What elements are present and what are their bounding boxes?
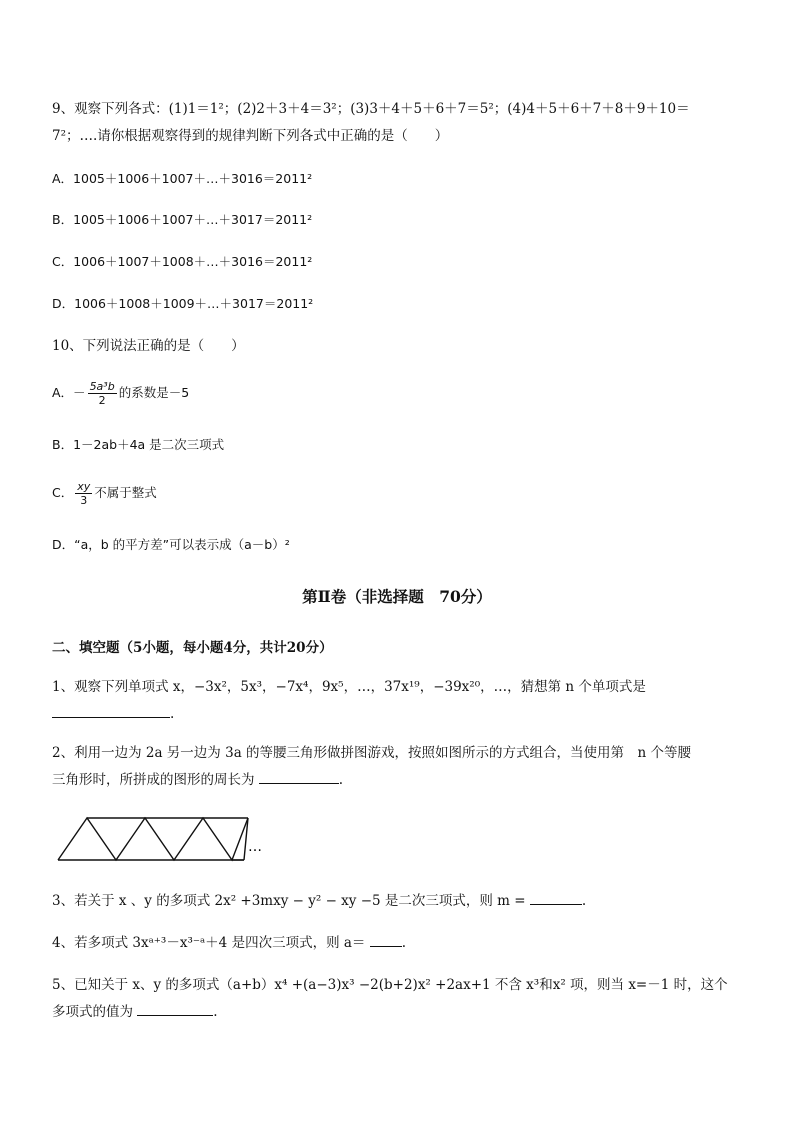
fill-q4-line — [52, 934, 406, 952]
fraction-denominator: 3 — [80, 494, 88, 507]
fill-q5-line2-text: 多项式的值为 — [52, 1004, 133, 1020]
fraction-numerator: 5a³b — [89, 380, 115, 393]
q10-option-c-suffix: 不属于整式 — [94, 485, 157, 500]
fill-q2-line2-text: 三角形时，所拼成的图形的周长为 — [52, 772, 255, 788]
answer-blank[interactable] — [137, 1003, 213, 1016]
fill-q1-line1: 1、观察下列单项式 x，−3x²，5x³，−7x⁴，9x⁵，…，37x¹⁹，−39x²⁰，…，猜想第 n 个单项式是 — [52, 679, 646, 695]
q9-stem-line1: 9、观察下列各式：(1)1＝1²；(2)2＋3＋4＝3²；(3)3＋4＋5＋6＋7＝5²；(4)4＋5＋6＋7＋8＋9＋10＝ — [52, 101, 690, 117]
fill-q2-end: . — [338, 772, 344, 788]
fill-q4-text: 4、若多项式 3xᵃ⁺³－x³⁻ᵃ＋4 是四次三项式，则 a＝ — [52, 935, 366, 951]
q9-stem-line2: 7²；….请你根据观察得到的规律判断下列各式中正确的是（ ） — [52, 128, 449, 144]
section-title: 第Ⅱ卷（非选择题 70分） — [302, 587, 492, 606]
zigzag-edges — [58, 818, 248, 860]
fill-q3-text: 3、若关于 x 、y 的多项式 2x² +3mxy − y² − xy −5 是二次三项式，则 m = — [52, 893, 526, 909]
q10-option-a-suffix: 的系数是－5 — [118, 385, 190, 400]
fill-q5-end: . — [213, 1004, 218, 1020]
q10-option-c-prefix: C． — [52, 485, 74, 500]
answer-blank[interactable] — [52, 705, 170, 718]
answer-blank[interactable] — [530, 892, 582, 905]
fill-q4-end: . — [401, 935, 407, 951]
q10-option-a-prefix: A．－ — [52, 385, 86, 400]
fill-q3-end: . — [581, 893, 587, 909]
fill-q5-line1: 5、已知关于 x、y 的多项式（a+b）x⁴ +(a−3)x³ −2(b+2)x² +2ax+1 不含 x³和x² 项，则当 x=－1 时，这个 — [52, 977, 728, 993]
q9-option-d: D．1006＋1008＋1009＋…＋3017＝2011² — [52, 296, 314, 311]
figure-ellipsis: … — [248, 839, 262, 855]
q10-stem: 10、下列说法正确的是（ ） — [52, 338, 245, 354]
q9-option-a: A．1005＋1006＋1007＋…＋3016＝2011² — [52, 171, 313, 186]
fill-q2-line2 — [52, 771, 343, 789]
q10-option-c-fraction — [75, 480, 92, 507]
q10-option-a-fraction — [88, 380, 117, 407]
fraction-denominator: 2 — [98, 394, 106, 407]
fill-q2-line1: 2、利用一边为 2a 另一边为 3a 的等腰三角形做拼图游戏，按照如图所示的方式组合，当使用第 n 个等腰 — [52, 745, 692, 761]
fill-q5-line2 — [52, 1003, 218, 1021]
q9-option-c: C．1006＋1007＋1008＋…＋3016＝2011² — [52, 254, 313, 269]
triangle-tiling-figure — [52, 815, 272, 863]
q10-option-b: B．1－2ab＋4a 是二次三项式 — [52, 437, 225, 452]
fill-q3-line — [52, 892, 586, 910]
triangle-strip — [58, 818, 248, 860]
answer-blank[interactable] — [259, 771, 339, 784]
q9-option-b: B．1005＋1006＋1007＋…＋3017＝2011² — [52, 212, 313, 227]
answer-blank[interactable] — [370, 934, 402, 947]
fill-q1-end: . — [170, 706, 175, 722]
section2-header: 二、填空题（5小题，每小题4分，共计20分） — [52, 640, 333, 656]
q10-option-a — [52, 378, 189, 408]
q10-option-d: D．“a，b 的平方差”可以表示成（a－b）² — [52, 537, 290, 552]
q10-option-c — [52, 478, 157, 508]
fraction-numerator: xy — [77, 480, 91, 493]
fill-q1-line2 — [52, 705, 174, 723]
